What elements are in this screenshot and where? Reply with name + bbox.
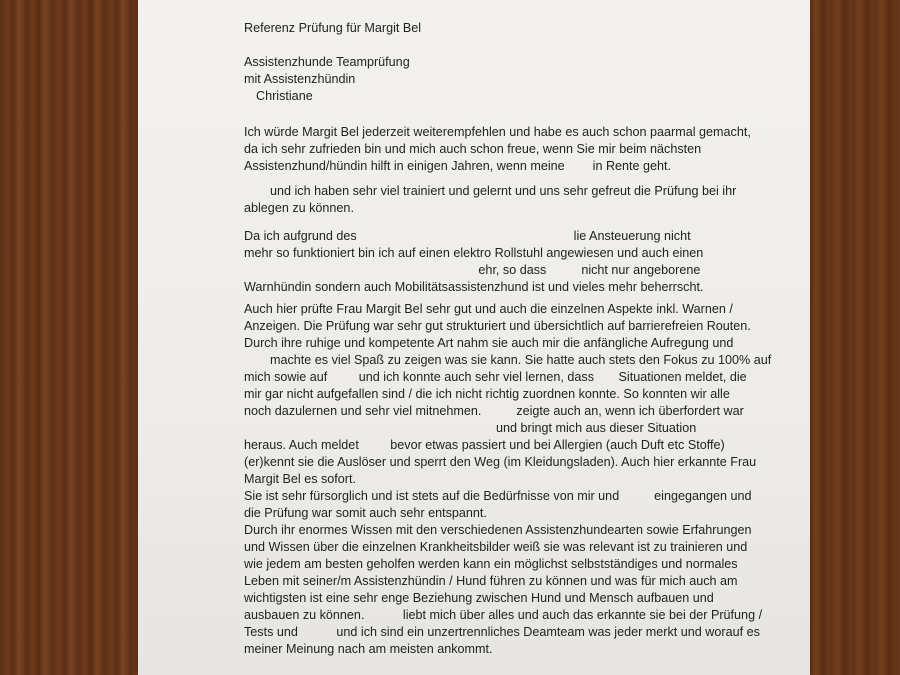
paragraph-1 — [244, 124, 774, 175]
header-line-1: Assistenzhunde Teamprüfung — [244, 55, 410, 69]
p3-line: ehr, so dass nicht nur angeborene — [244, 263, 701, 277]
p4-line: Anzeigen. Die Prüfung war sehr gut strukturiert und übersichtlich auf barrierefreien Routen. — [244, 319, 751, 333]
p4-line: meiner Meinung nach am meisten ankommt. — [244, 642, 493, 656]
header-line-3: Christiane — [256, 89, 313, 103]
p1-line: da ich sehr zufrieden bin und mich auch schon freue, wenn Sie mir beim nächsten — [244, 142, 702, 156]
p4-line: wie jedem am besten geholfen werden kann ein möglichst selbstständiges und normales — [244, 557, 738, 571]
p3-line: mehr so funktioniert bin ich auf einen elektro Rollstuhl angewiesen und auch einen — [244, 246, 704, 260]
p4-line: noch dazulernen und sehr viel mitnehmen. zeigte auch an, wenn ich überfordert war — [244, 404, 744, 418]
p4-line: und Wissen über die einzelnen Krankheitsbilder weiß sie was relevant ist zu trainieren und — [244, 540, 748, 554]
paragraph-3 — [244, 228, 774, 296]
p2-line: und ich haben sehr viel trainiert und gelernt und uns sehr gefreut die Prüfung bei ihr — [270, 184, 737, 198]
p2-line: ablegen zu können. — [244, 201, 354, 215]
p4-line: wichtigsten ist eine sehr enge Beziehung zwischen Hund und Mensch aufbauen und — [244, 591, 714, 605]
p4-line: Sie ist sehr fürsorglich und ist stets auf die Bedürfnisse von mir und eingegangen und — [244, 489, 752, 503]
p4-line: die Prüfung war somit auch sehr entspannt. — [244, 506, 487, 520]
p4-line: Tests und und ich sind ein unzertrennliches Deamteam was jeder merkt und worauf es — [244, 625, 760, 639]
p3-line: Warnhündin sondern auch Mobilitätsassistenzhund ist und vieles mehr beherrscht. — [244, 280, 704, 294]
paragraph-2 — [244, 183, 774, 217]
header-line-2: mit Assistenzhündin — [244, 72, 356, 86]
p4-line: heraus. Auch meldet bevor etwas passiert und bei Allergien (auch Duft etc Stoffe) — [244, 438, 725, 452]
p4-line: Durch ihre ruhige und kompetente Art nahm sie auch mir die anfängliche Aufregung und — [244, 336, 734, 350]
paragraph-4 — [244, 301, 774, 658]
p4-line: (er)kennt sie die Auslöser und sperrt den Weg (im Kleidungsladen). Auch hier erkannte Frau — [244, 455, 757, 469]
p4-line: und bringt mich aus dieser Situation — [496, 421, 697, 435]
letter-title: Referenz Prüfung für Margit Bel — [244, 21, 422, 35]
p1-line: Ich würde Margit Bel jederzeit weiterempfehlen und habe es auch schon paarmal gemacht, — [244, 125, 751, 139]
p4-line: mich sowie auf und ich konnte auch sehr viel lernen, dass Situationen meldet, die — [244, 370, 747, 384]
p1-line: Assistenzhund/hündin hilft in einigen Jahren, wenn meine in Rente geht. — [244, 159, 672, 173]
wooden-table-right — [808, 0, 900, 675]
p4-line: Margit Bel es sofort. — [244, 472, 356, 486]
p4-line: ausbauen zu können. liebt mich über alles und auch das erkannte sie bei der Prüfung / — [244, 608, 763, 622]
p3-line: Da ich aufgrund des lie Ansteuerung nicht — [244, 229, 691, 243]
p4-line: Durch ihr enormes Wissen mit den verschiedenen Assistenzhundearten sowie Erfahrungen — [244, 523, 752, 537]
p4-line: Auch hier prüfte Frau Margit Bel sehr gut und auch die einzelnen Aspekte inkl. Warnen / — [244, 302, 733, 316]
p4-line: mir gar nicht aufgefallen sind / die ich nicht richtig zuordnen konnte. So konnten wir alle — [244, 387, 730, 401]
p4-line: Leben mit seiner/m Assistenzhündin / Hund führen zu können und was für mich auch am — [244, 574, 738, 588]
letter-header — [244, 20, 774, 105]
letter-sheet — [138, 0, 810, 675]
p4-line: machte es viel Spaß zu zeigen was sie kann. Sie hatte auch stets den Fokus zu 100% auf — [270, 353, 772, 367]
wooden-table-left — [0, 0, 140, 675]
